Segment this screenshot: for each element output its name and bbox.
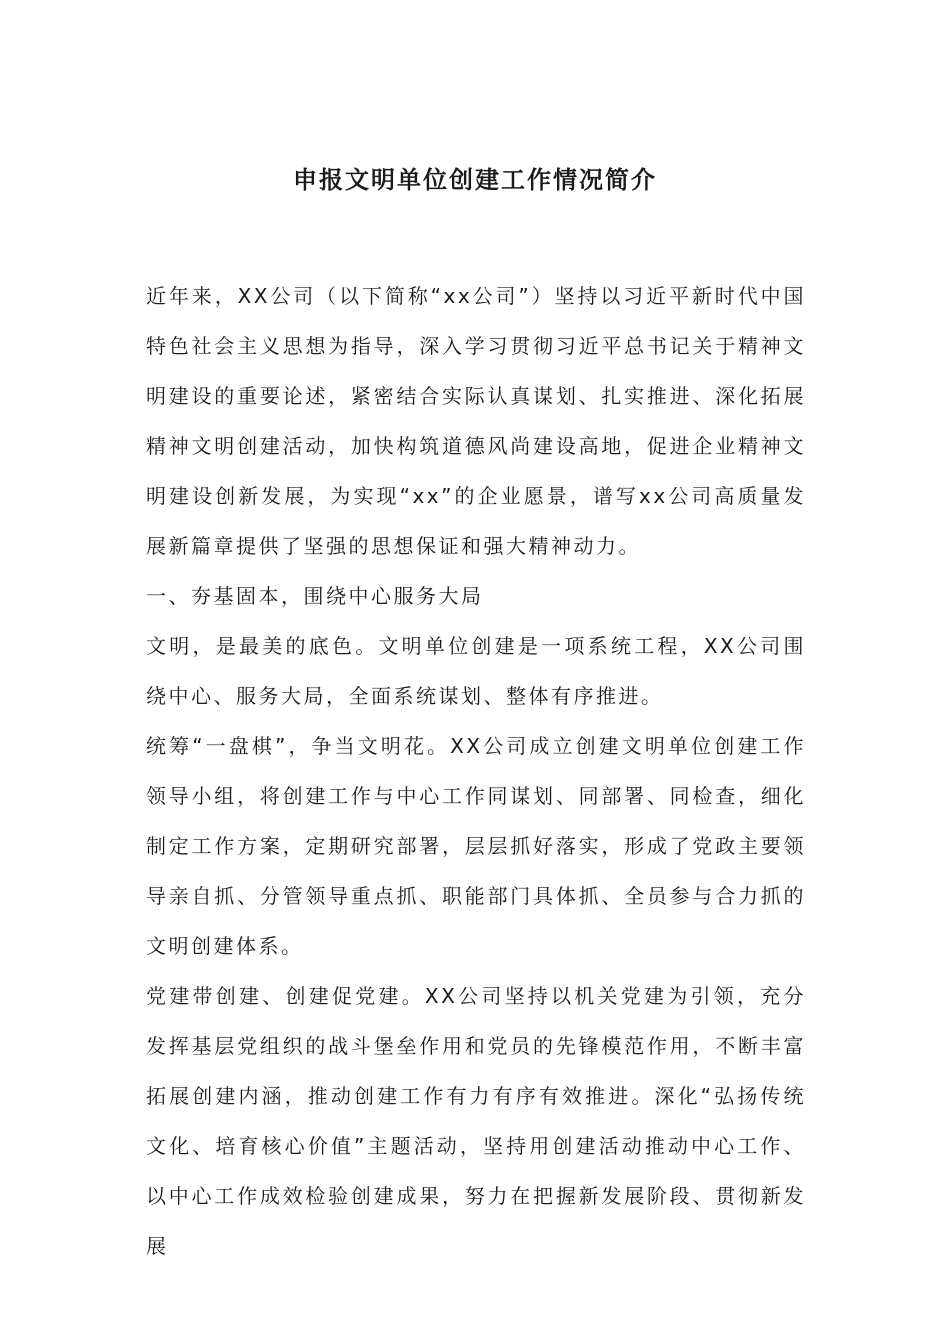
paragraph-civilization: 文明，是最美的底色。文明单位创建是一项系统工程，XX公司围绕中心、服务大局，全面系统谋划、整体有序推进。 <box>146 634 806 708</box>
section-heading-1: 一、夯基固本，围绕中心服务大局 <box>146 584 484 608</box>
document-body <box>146 271 806 1271</box>
paragraph-coordination: 统筹“一盘棋”，争当文明花。XX公司成立创建文明单位创建工作领导小组，将创建工作与中心工作同谋划、同部署、同检查，细化制定工作方案，定期研究部署，层层抓好落实，形成了党政主要领导亲自抓、分管领导重点抓、职能部门具体抓、全员参与合力抓的文明创建体系。 <box>146 734 806 958</box>
paragraph-intro: 近年来，XX公司（以下简称“xx公司”）坚持以习近平新时代中国特色社会主义思想为指导，深入学习贯彻习近平总书记关于精神文明建设的重要论述，紧密结合实际认真谋划、扎实推进、深化拓展精神文明创建活动，加快构筑道德风尚建设高地，促进企业精神文明建设创新发展，为实现“xx”的企业愿景，谱写xx公司高质量发展新篇章提供了坚强的思想保证和强大精神动力。 <box>146 284 806 558</box>
paragraph-party-building: 党建带创建、创建促党建。XX公司坚持以机关党建为引领，充分发挥基层党组织的战斗堡垒作用和党员的先锋模范作用，不断丰富拓展创建内涵，推动创建工作有力有序有效推进。深化“弘扬传统文化、培育核心价值”主题活动，坚持用创建活动推动中心工作、以中心工作成效检验创建成果，努力在把握新发展阶段、贯彻新发展 <box>146 984 806 1258</box>
document-title: 申报文明单位创建工作情况简介 <box>293 165 657 194</box>
